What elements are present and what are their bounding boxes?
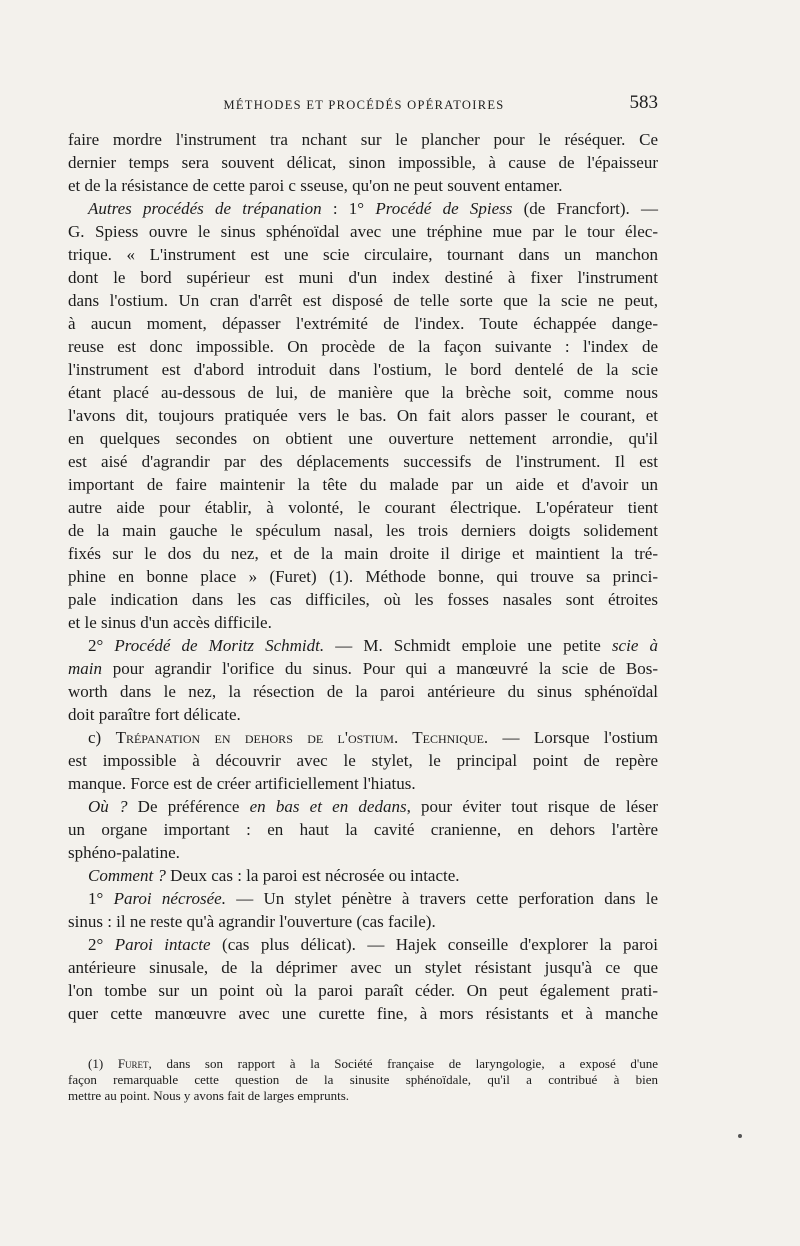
text-line: 2° Procédé de Moritz Schmidt. — M. Schmidt emploie une petite scie à xyxy=(88,636,658,655)
page-number: 583 xyxy=(629,92,658,113)
text-line: faire mordre l'instrument tra nchant sur le plancher pour le réséquer. Ce xyxy=(68,130,658,149)
text-line: quer cette manœuvre avec une curette fine, à mors résistants et à manche xyxy=(68,1004,658,1023)
text-line: main pour agrandir l'orifice du sinus. Pour qui a manœuvré la scie de Bos- xyxy=(68,659,658,678)
text-line: worth dans le nez, la résection de la paroi antérieure du sinus sphénoïdal xyxy=(68,682,658,701)
text-line: Comment ? Deux cas : la paroi est nécrosée ou intacte. xyxy=(88,866,460,885)
text-line: l'instrument est d'abord introduit dans l'ostium, le bord dentelé de la scie xyxy=(68,360,658,379)
paragraph-schmidt xyxy=(68,634,658,726)
text-line: pale indication dans les cas difficiles, où les fosses nasales sont étroites xyxy=(68,590,658,609)
text-line: important de faire maintenir la tête du malade par un aide et d'avoir un xyxy=(68,475,658,494)
paragraph-paroi-necrosee xyxy=(68,887,658,933)
text-line: de la main gauche le spéculum nasal, les trois derniers doigts solidement xyxy=(68,521,658,540)
text-line: en quelques secondes on obtient une ouverture nettement arrondie, qu'il xyxy=(68,429,658,448)
paragraph-1 xyxy=(68,128,658,197)
text-line: G. Spiess ouvre le sinus sphénoïdal avec une tréphine mue par le tour élec- xyxy=(68,222,658,241)
text-line: Où ? De préférence en bas et en dedans, pour éviter tout risque de léser xyxy=(88,797,658,816)
running-head xyxy=(70,92,658,116)
text-line: antérieure sinusale, de la déprimer avec un stylet résistant jusqu'à ce que xyxy=(68,958,658,977)
paragraph-comment xyxy=(68,864,658,887)
text-line: est impossible à découvrir avec le stylet, le principal point de repère xyxy=(68,751,658,770)
text-line: doit paraître fort délicate. xyxy=(68,705,241,724)
text-line: sinus : il ne reste qu'à agrandir l'ouverture (cas facile). xyxy=(68,912,436,931)
text-line: l'avons dit, toujours pratiquée vers le bas. On fait alors passer le courant, et xyxy=(68,406,658,425)
text-line: dans l'ostium. Un cran d'arrêt est disposé de telle sorte que la scie ne peut, xyxy=(68,291,658,310)
paragraph-trepanation xyxy=(68,726,658,795)
text-line: sphéno-palatine. xyxy=(68,843,180,862)
footnote-line: (1) Furet, dans son rapport à la Société française de laryngologie, a exposé d'une xyxy=(88,1056,658,1071)
footnote xyxy=(68,1056,658,1104)
text-line: dont le bord supérieur est muni d'un index destiné à fixer l'instrument xyxy=(68,268,658,287)
body-text xyxy=(68,128,658,1025)
text-line: Autres procédés de trépanation : 1° Procédé de Spiess (de Francfort). — xyxy=(88,199,658,218)
text-line: 1° Paroi nécrosée. — Un stylet pénètre à travers cette perforation dans le xyxy=(88,889,658,908)
text-line: c) Trépanation en dehors de l'ostium. Technique. — Lorsque l'ostium xyxy=(88,728,658,747)
paragraph-spiess xyxy=(68,197,658,634)
text-line: et de la résistance de cette paroi c sseuse, qu'on ne peut souvent entamer. xyxy=(68,176,563,195)
text-line: trique. « L'instrument est une scie circulaire, tournant dans un manchon xyxy=(68,245,658,264)
footnote-line: mettre au point. Nous y avons fait de larges emprunts. xyxy=(68,1088,350,1103)
text-line: phine en bonne place » (Furet) (1). Méthode bonne, qui trouve sa princi- xyxy=(68,567,658,586)
text-line: à aucun moment, dépasser l'extrémité de l'index. Toute échappée dange- xyxy=(68,314,658,333)
text-line: autre aide pour établir, à volonté, le courant électrique. L'opérateur tient xyxy=(68,498,658,517)
text-line: l'on tombe sur un point où la paroi paraît céder. On peut également prati- xyxy=(68,981,658,1000)
text-line: un organe important : en haut la cavité cranienne, en dehors l'artère xyxy=(68,820,658,839)
text-line: étant placé au-dessous de lui, de manière que la brèche soit, comme nous xyxy=(68,383,658,402)
paragraph-ou xyxy=(68,795,658,864)
footnote-line: façon remarquable cette question de la sinusite sphénoïdale, qu'il a contribué à bien xyxy=(68,1072,658,1087)
text-line: manque. Force est de créer artificiellement l'hiatus. xyxy=(68,774,416,793)
running-title: MÉTHODES ET PROCÉDÉS OPÉRATOIRES xyxy=(223,98,505,112)
text-line: et le sinus d'un accès difficile. xyxy=(68,613,272,632)
text-line: est aisé d'agrandir par des déplacements successifs de l'instrument. Il est xyxy=(68,452,658,471)
paper-speck xyxy=(738,1134,742,1138)
paragraph-paroi-intacte xyxy=(68,933,658,1025)
text-line: dernier temps sera souvent délicat, sinon impossible, à cause de l'épaisseur xyxy=(68,153,658,172)
text-line: 2° Paroi intacte (cas plus délicat). — Hajek conseille d'explorer la paroi xyxy=(88,935,658,954)
text-line: reuse est donc impossible. On procède de la façon suivante : l'index de xyxy=(68,337,658,356)
text-line: fixés sur le dos du nez, et de la main droite il dirige et maintient la tré- xyxy=(68,544,658,563)
